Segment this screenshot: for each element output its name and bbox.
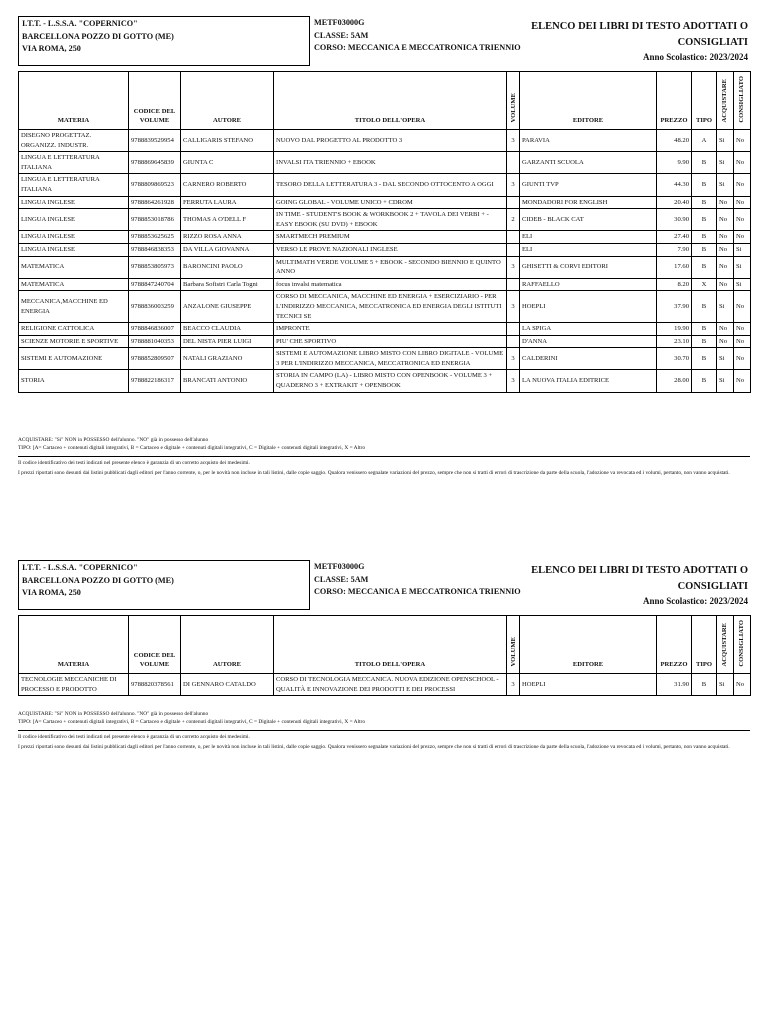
cell-codice: 9788853805973 (129, 256, 181, 278)
cell-titolo: INVALSI ITA TRIENNIO + EBOOK (274, 152, 507, 174)
col-tipo: TIPO (692, 616, 717, 674)
table-row (19, 152, 751, 174)
school-city: BARCELLONA POZZO DI GOTTO (ME) (22, 575, 174, 585)
legend-notes (18, 436, 750, 452)
cell-tipo: B (692, 370, 717, 392)
cell-materia: MATEMATICA (19, 278, 129, 291)
cell-consigliato: No (734, 130, 751, 152)
note-codice: Il codice identificativo dei testi indicati nel presente elenco è garanzia di un corretto acquisto dei medesimi. (18, 734, 250, 740)
cell-tipo: B (692, 291, 717, 323)
cell-prezzo: 28.00 (657, 370, 692, 392)
cell-materia: LINGUA E LETTERATURA ITALIANA (19, 152, 129, 174)
cell-codice: 9788839529954 (129, 130, 181, 152)
cell-autore: Barbara Sofistri Carla Togni (181, 278, 274, 291)
col-titolo: TITOLO DELL'OPERA (274, 72, 507, 130)
cell-consigliato: No (734, 323, 751, 336)
cell-volume: 3 (507, 130, 520, 152)
cell-editore: HOEPLI (520, 291, 657, 323)
cell-titolo: SMARTMECH PREMIUM (274, 231, 507, 244)
cell-tipo: B (692, 674, 717, 696)
cell-materia: LINGUA E LETTERATURA ITALIANA (19, 174, 129, 196)
cell-editore: MONDADORI FOR ENGLISH (520, 196, 657, 209)
cell-tipo: B (692, 196, 717, 209)
cell-consigliato: No (734, 209, 751, 231)
cell-consigliato: Si (734, 243, 751, 256)
page-header (0, 16, 768, 68)
cell-consigliato: No (734, 348, 751, 370)
cell-consigliato: No (734, 335, 751, 348)
col-materia: MATERIA (19, 616, 129, 674)
cell-codice: 9788847240704 (129, 278, 181, 291)
cell-materia: DISEGNO PROGETTAZ. ORGANIZZ. INDUSTR. (19, 130, 129, 152)
school-year: Anno Scolastico: 2023/2024 (642, 596, 748, 606)
school-name: I.T.T. - L.S.S.A. "COPERNICO" (22, 563, 138, 572)
cell-editore: LA SPIGA (520, 323, 657, 336)
cell-materia: SCIENZE MOTORIE E SPORTIVE (19, 335, 129, 348)
cell-prezzo: 7.90 (657, 243, 692, 256)
cell-materia: MECCANICA,MACCHINE ED ENERGIA (19, 291, 129, 323)
cell-autore: DI GENNARO CATALDO (181, 674, 274, 696)
note-acquistare: ACQUISTARE: "Si" NON in POSSESSO dell'alunno. "NO" già in possesso dell'alunno (18, 711, 209, 717)
disclaimer-notes (18, 456, 750, 478)
cell-editore: RAFFAELLO (520, 278, 657, 291)
disclaimer-notes (18, 730, 750, 752)
cell-editore: HOEPLI (520, 674, 657, 696)
cell-volume: 3 (507, 348, 520, 370)
col-autore: AUTORE (181, 72, 274, 130)
table-row (19, 278, 751, 291)
cell-materia: STORIA (19, 370, 129, 392)
class-label: CLASSE: 5AM (314, 574, 369, 584)
cell-autore: CARNERO ROBERTO (181, 174, 274, 196)
col-volume: VOLUME (507, 616, 520, 674)
cell-acquistare: No (717, 256, 734, 278)
legend-notes (18, 710, 750, 726)
cell-titolo: TESORO DELLA LETTERATURA 3 - DAL SECONDO OTTOCENTO A OGGI (274, 174, 507, 196)
cell-materia: MATEMATICA (19, 256, 129, 278)
col-materia: MATERIA (19, 72, 129, 130)
table-row (19, 209, 751, 231)
cell-consigliato: No (734, 196, 751, 209)
cell-consigliato: No (734, 152, 751, 174)
cell-prezzo: 17.60 (657, 256, 692, 278)
cell-tipo: B (692, 256, 717, 278)
document-page-1 (0, 16, 768, 476)
cell-editore: D'ANNA (520, 335, 657, 348)
cell-codice: 9788809869523 (129, 174, 181, 196)
cell-titolo: PIU' CHE SPORTIVO (274, 335, 507, 348)
cell-codice: 9788853625625 (129, 231, 181, 244)
cell-codice: 9788853018786 (129, 209, 181, 231)
school-city: BARCELLONA POZZO DI GOTTO (ME) (22, 31, 174, 41)
school-address: VIA ROMA, 250 (22, 44, 81, 53)
cell-prezzo: 48.20 (657, 130, 692, 152)
cell-autore: DEL NISTA PIER LUIGI (181, 335, 274, 348)
cell-titolo: STORIA IN CAMPO (LA) - LIBRO MISTO CON OPENBOOK - VOLUME 3 + QUADERNO 3 + EXTRAKIT + OPENBOOK (274, 370, 507, 392)
cell-consigliato: No (734, 291, 751, 323)
cell-consigliato: No (734, 174, 751, 196)
cell-codice: 9788846836007 (129, 323, 181, 336)
school-address: VIA ROMA, 250 (22, 588, 81, 597)
cell-tipo: B (692, 174, 717, 196)
cell-volume (507, 152, 520, 174)
cell-titolo: GOING GLOBAL - VOLUME UNICO + CDROM (274, 196, 507, 209)
cell-autore: GIUNTA C (181, 152, 274, 174)
col-autore: AUTORE (181, 616, 274, 674)
cell-prezzo: 30.90 (657, 209, 692, 231)
cell-materia: SISTEMI E AUTOMAZIONE (19, 348, 129, 370)
note-acquistare: ACQUISTARE: "Si" NON in POSSESSO dell'alunno. "NO" già in possesso dell'alunno (18, 437, 209, 443)
cell-volume: 3 (507, 291, 520, 323)
cell-codice: 9788836003259 (129, 291, 181, 323)
cell-volume (507, 243, 520, 256)
cell-tipo: X (692, 278, 717, 291)
cell-tipo: B (692, 335, 717, 348)
cell-acquistare: No (717, 243, 734, 256)
cell-acquistare: No (717, 323, 734, 336)
school-info-box (18, 16, 310, 66)
cell-prezzo: 23.10 (657, 335, 692, 348)
cell-acquistare: Si (717, 291, 734, 323)
cell-tipo: B (692, 231, 717, 244)
document-title: ELENCO DEI LIBRI DI TESTO ADOTTATI O CONSIGLIATI (531, 21, 748, 48)
school-name: I.T.T. - L.S.S.A. "COPERNICO" (22, 19, 138, 28)
school-code: METF03000G (314, 562, 365, 571)
cell-acquistare: Si (717, 348, 734, 370)
cell-codice: 9788869645839 (129, 152, 181, 174)
cell-consigliato: No (734, 674, 751, 696)
cell-titolo: IMPRONTE (274, 323, 507, 336)
cell-volume: 3 (507, 674, 520, 696)
cell-materia: LINGUA INGLESE (19, 196, 129, 209)
document-title: ELENCO DEI LIBRI DI TESTO ADOTTATI O CONSIGLIATI (531, 565, 748, 592)
cell-autore: ANZALONE GIUSEPPE (181, 291, 274, 323)
cell-volume (507, 278, 520, 291)
course-label: CORSO: MECCANICA E MECCATRONICA TRIENNIO (314, 43, 521, 52)
cell-titolo: IN TIME - STUDENT'S BOOK & WORKBOOK 2 + TAVOLA DEI VERBI + - EASY EBOOK (SU DVD) + EBOOK (274, 209, 507, 231)
cell-editore: PARAVIA (520, 130, 657, 152)
cell-autore: CALLIGARIS STEFANO (181, 130, 274, 152)
school-info-box (18, 560, 310, 610)
col-codice: CODICE DEL VOLUME (129, 616, 181, 674)
cell-materia: TECNOLOGIE MECCANICHE DI PROCESSO E PRODOTTO (19, 674, 129, 696)
cell-acquistare: Si (717, 152, 734, 174)
note-tipo: TIPO: [A= Cartaceo + contenuti digitali integrativi, B = Cartaceo e digitale + contenuti digitali integrativi, C = Digitale + contenuti digitali integrativi, X = Altro (18, 445, 366, 451)
table-row (19, 674, 751, 696)
class-info (314, 17, 521, 55)
cell-autore: BEACCO CLAUDIA (181, 323, 274, 336)
table-row (19, 348, 751, 370)
cell-titolo: focus invalsi matematica (274, 278, 507, 291)
cell-prezzo: 44.30 (657, 174, 692, 196)
cell-tipo: B (692, 348, 717, 370)
cell-prezzo: 30.70 (657, 348, 692, 370)
table-row (19, 291, 751, 323)
cell-codice: 9788846838353 (129, 243, 181, 256)
cell-codice: 9788820378561 (129, 674, 181, 696)
col-volume: VOLUME (507, 72, 520, 130)
cell-titolo: CORSO DI MECCANICA, MACCHINE ED ENERGIA + ESERCIZIARIO - PER L'INDIRIZZO MECCANICA, MECCATRONICA ED ENERGIA DEGLI ISTITUTI TECNICI SE (274, 291, 507, 323)
cell-autore: BRANCATI ANTONIO (181, 370, 274, 392)
cell-volume (507, 196, 520, 209)
books-table (18, 615, 751, 696)
cell-tipo: A (692, 130, 717, 152)
cell-titolo: SISTEMI E AUTOMAZIONE LIBRO MISTO CON LIBRO DIGITALE - VOLUME 3 PER L'INDIRIZZO MECCANICA, MECCATRONICA ED ENERGIA (274, 348, 507, 370)
document-page-2 (0, 560, 768, 750)
cell-titolo: MULTIMATH VERDE VOLUME 5 + EBOOK - SECONDO BIENNIO E QUINTO ANNO (274, 256, 507, 278)
table-row (19, 335, 751, 348)
cell-prezzo: 31.90 (657, 674, 692, 696)
cell-volume (507, 335, 520, 348)
books-table (18, 71, 751, 393)
cell-acquistare: Si (717, 130, 734, 152)
cell-prezzo: 20.40 (657, 196, 692, 209)
cell-codice: 9788864261928 (129, 196, 181, 209)
cell-editore: ELI (520, 243, 657, 256)
table-row (19, 323, 751, 336)
col-editore: EDITORE (520, 72, 657, 130)
cell-prezzo: 37.90 (657, 291, 692, 323)
cell-titolo: CORSO DI TECNOLOGIA MECCANICA. NUOVA EDIZIONE OPENSCHOOL - QUALITÀ E INNOVAZIONE DEI PRODOTTI E DEI PROCESSI (274, 674, 507, 696)
col-tipo: TIPO (692, 72, 717, 130)
cell-autore: THOMAS A O'DELL F (181, 209, 274, 231)
class-info (314, 561, 521, 599)
cell-acquistare: Si (717, 174, 734, 196)
books-table-body (19, 674, 751, 696)
books-table-body (19, 130, 751, 393)
col-prezzo: PREZZO (657, 616, 692, 674)
cell-editore: GIUNTI TVP (520, 174, 657, 196)
cell-editore: CALDERINI (520, 348, 657, 370)
table-row (19, 130, 751, 152)
col-acquistare: ACQUISTARE (717, 616, 734, 674)
cell-prezzo: 9.90 (657, 152, 692, 174)
cell-editore: GARZANTI SCUOLA (520, 152, 657, 174)
document-title-block (518, 563, 748, 608)
col-titolo: TITOLO DELL'OPERA (274, 616, 507, 674)
cell-tipo: B (692, 152, 717, 174)
cell-editore: ELI (520, 231, 657, 244)
cell-codice: 9788852809507 (129, 348, 181, 370)
cell-editore: CIDEB - BLACK CAT (520, 209, 657, 231)
table-row (19, 196, 751, 209)
col-consigliato: CONSIGLIATO (734, 72, 751, 130)
table-row (19, 174, 751, 196)
cell-autore: FERRUTA LAURA (181, 196, 274, 209)
col-codice: CODICE DEL VOLUME (129, 72, 181, 130)
note-tipo: TIPO: [A= Cartaceo + contenuti digitali integrativi, B = Cartaceo e digitale + contenuti digitali integrativi, C = Digitale + contenuti digitali integrativi, X = Altro (18, 719, 366, 725)
cell-acquistare: No (717, 278, 734, 291)
cell-titolo: VERSO LE PROVE NAZIONALI INGLESE (274, 243, 507, 256)
cell-consigliato: Si (734, 256, 751, 278)
cell-autore: RIZZO ROSA ANNA (181, 231, 274, 244)
cell-acquistare: No (717, 209, 734, 231)
cell-consigliato: No (734, 370, 751, 392)
cell-acquistare: No (717, 196, 734, 209)
note-codice: Il codice identificativo dei testi indicati nel presente elenco è garanzia di un corretto acquisto dei medesimi. (18, 460, 250, 466)
school-code: METF03000G (314, 18, 365, 27)
cell-consigliato: Si (734, 278, 751, 291)
cell-codice: 9788881040353 (129, 335, 181, 348)
cell-acquistare: No (717, 335, 734, 348)
cell-editore: GHISETTI & CORVI EDITORI (520, 256, 657, 278)
col-editore: EDITORE (520, 616, 657, 674)
cell-volume (507, 323, 520, 336)
table-row (19, 231, 751, 244)
cell-volume: 3 (507, 174, 520, 196)
document-title-block (518, 19, 748, 64)
note-prezzi: I prezzi riportati sono desunti dai listini pubblicati dagli editori per l'anno corrente, o, per le novità non incluse in tali listini, dalle copie saggio. Qualora venissero segnalate variazioni del prezzo, sempre che non si tratti di errori di trascrizione da parte della scuola, l'adozione va revocata ed i volumi, pertanto, non vanno acquistati. (18, 744, 730, 750)
cell-editore: LA NUOVA ITALIA EDITRICE (520, 370, 657, 392)
cell-titolo: NUOVO DAL PROGETTO AL PRODOTTO 3 (274, 130, 507, 152)
col-acquistare: ACQUISTARE (717, 72, 734, 130)
cell-volume: 3 (507, 370, 520, 392)
col-prezzo: PREZZO (657, 72, 692, 130)
cell-tipo: B (692, 209, 717, 231)
cell-autore: DA VILLA GIOVANNA (181, 243, 274, 256)
note-prezzi: I prezzi riportati sono desunti dai listini pubblicati dagli editori per l'anno corrente, o, per le novità non incluse in tali listini, dalle copie saggio. Qualora venissero segnalate variazioni del prezzo, sempre che non si tratti di errori di trascrizione da parte della scuola, l'adozione va revocata ed i volumi, pertanto, non vanno acquistati. (18, 470, 730, 476)
cell-prezzo: 19.90 (657, 323, 692, 336)
class-label: CLASSE: 5AM (314, 30, 369, 40)
cell-consigliato: No (734, 231, 751, 244)
cell-tipo: B (692, 323, 717, 336)
cell-materia: LINGUA INGLESE (19, 243, 129, 256)
cell-codice: 9788822186317 (129, 370, 181, 392)
cell-prezzo: 27.40 (657, 231, 692, 244)
cell-volume (507, 231, 520, 244)
cell-volume: 3 (507, 256, 520, 278)
table-row (19, 243, 751, 256)
cell-acquistare: Si (717, 674, 734, 696)
cell-autore: NATALI GRAZIANO (181, 348, 274, 370)
page-header (0, 560, 768, 612)
cell-materia: LINGUA INGLESE (19, 231, 129, 244)
school-year: Anno Scolastico: 2023/2024 (642, 52, 748, 62)
cell-tipo: B (692, 243, 717, 256)
table-row (19, 370, 751, 392)
col-consigliato: CONSIGLIATO (734, 616, 751, 674)
cell-materia: RELIGIONE CATTOLICA (19, 323, 129, 336)
cell-volume: 2 (507, 209, 520, 231)
cell-acquistare: No (717, 231, 734, 244)
cell-materia: LINGUA INGLESE (19, 209, 129, 231)
course-label: CORSO: MECCANICA E MECCATRONICA TRIENNIO (314, 587, 521, 596)
table-row (19, 256, 751, 278)
cell-prezzo: 8.20 (657, 278, 692, 291)
cell-autore: BARONCINI PAOLO (181, 256, 274, 278)
cell-acquistare: Si (717, 370, 734, 392)
